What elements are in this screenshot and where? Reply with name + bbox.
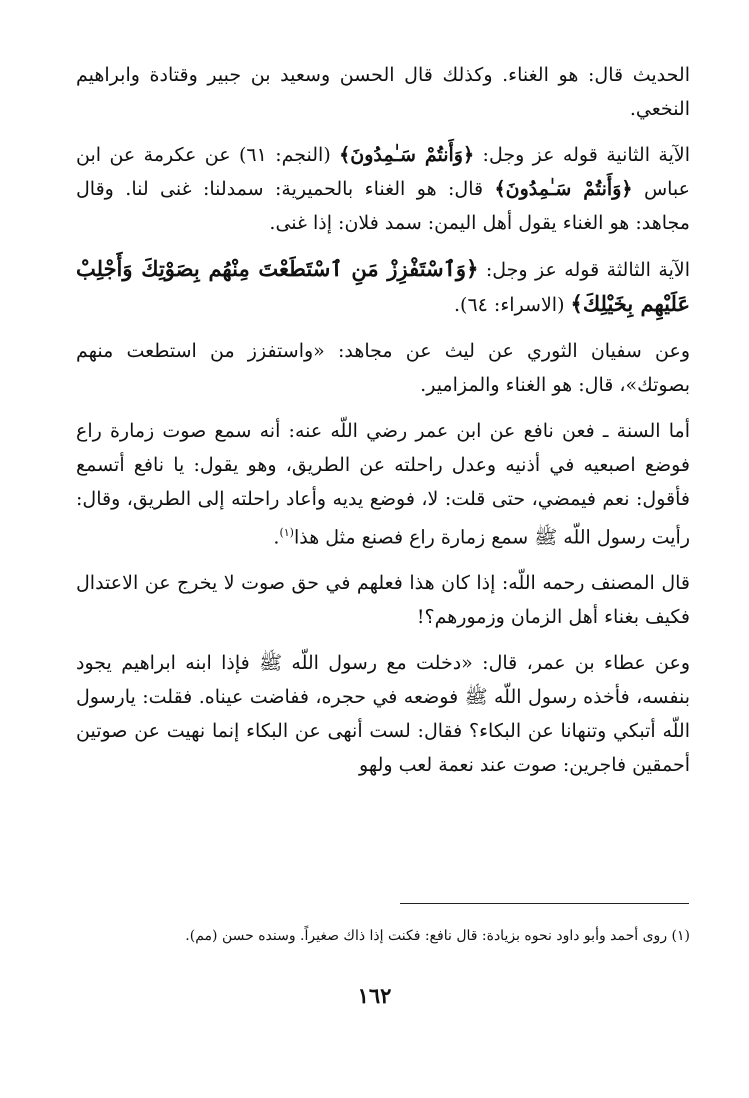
paragraph-2-text: قال: هو الغناء بالحميرية: سمدلنا: غنى لنا. وقال مجاهد: هو الغناء يقول أهل اليمن: سمد فلان: إذا غنى. xyxy=(76,178,690,234)
footnote-divider xyxy=(400,903,689,904)
paragraph-3-reference: (الاسراء: ٦٤). xyxy=(454,294,571,316)
paragraph-2-text: (النجم: ٦١) عن عكرمة عن ابن عباس xyxy=(76,144,690,200)
footnote: (١) روى أحمد وأبو داود نحوه بزيادة: قال نافع: فكنت إذا ذاك صغيراً. وسنده حسن (مم). xyxy=(185,928,690,944)
paragraph-6-text: قال المصنف رحمه اللّه: إذا كان هذا فعلهم في حق صوت لا يخرج عن الاعتدال فكيف بغناء أهل الزمان وزمورهم؟! xyxy=(76,572,690,629)
page-number: ١٦٢ xyxy=(357,983,392,1008)
paragraph-6 xyxy=(76,566,690,634)
paragraph-1-text: الحديث قال: هو الغناء. وكذلك قال الحسن وسعيد بن جبير وقتادة وابراهيم النخعي. xyxy=(76,64,690,120)
paragraph-3-intro: الآية الثالثة قوله عز وجل: xyxy=(478,259,690,281)
paragraph-7 xyxy=(76,646,690,782)
page-body xyxy=(76,58,690,794)
paragraph-2 xyxy=(76,138,690,240)
paragraph-4 xyxy=(76,334,690,402)
paragraph-5-text: أما السنة ـ فعن نافع عن ابن عمر رضي اللّه عنه: أنه سمع صوت زمارة راع فوضع اصبعيه في أذنيه وعدل راحلته عن الطريق، وهو يقول: يا نافع أتسمع فأقول: نعم فيمضي، حتى قلت: لا، فوضع يديه وأعاد راحلته إلى الطريق، وقال: رأيت رسول اللّه ﷺ سمع زمارة راع فصنع مثل هذا xyxy=(76,420,690,549)
paragraph-3 xyxy=(76,252,690,322)
paragraph-1 xyxy=(76,58,690,126)
paragraph-7-text: وعن عطاء بن عمر، قال: «دخلت مع رسول اللّه ﷺ فإذا ابنه ابراهيم يجود بنفسه، فأخذه رسول اللّه ﷺ فوضعه في حجره، ففاضت عيناه. فقلت: يارسول اللّه أتبكي وتنهانا عن البكاء؟ فقال: لست أنهى عن البكاء إنما نهيت عن صوتين أحمقين فاجرين: صوت عند نعمة لعب ولهو xyxy=(76,652,690,777)
quran-verse: ﴿وَأَنتُمْ سَـٰمِدُونَ﴾ xyxy=(494,178,633,200)
quran-verse: ﴿وَٱسْتَفْزِزْ مَنِ ٱسْتَطَعْتَ مِنْهُم بِصَوْتِكَ وَأَجْلِبْ عَلَيْهِم بِخَيْلِكَ﴾ xyxy=(76,256,690,316)
paragraph-2-intro: الآية الثانية قوله عز وجل: xyxy=(474,144,690,166)
paragraph-4-text: وعن سفيان الثوري عن ليث عن مجاهد: «واستفزز من استطعت منهم بصوتك»، قال: هو الغناء والمزامير. xyxy=(76,340,690,396)
paragraph-5-end: . xyxy=(273,526,280,549)
footnote-marker: (١) xyxy=(279,526,294,539)
paragraph-5 xyxy=(76,414,690,554)
quran-verse: ﴿وَأَنتُمْ سَـٰمِدُونَ﴾ xyxy=(339,144,475,166)
